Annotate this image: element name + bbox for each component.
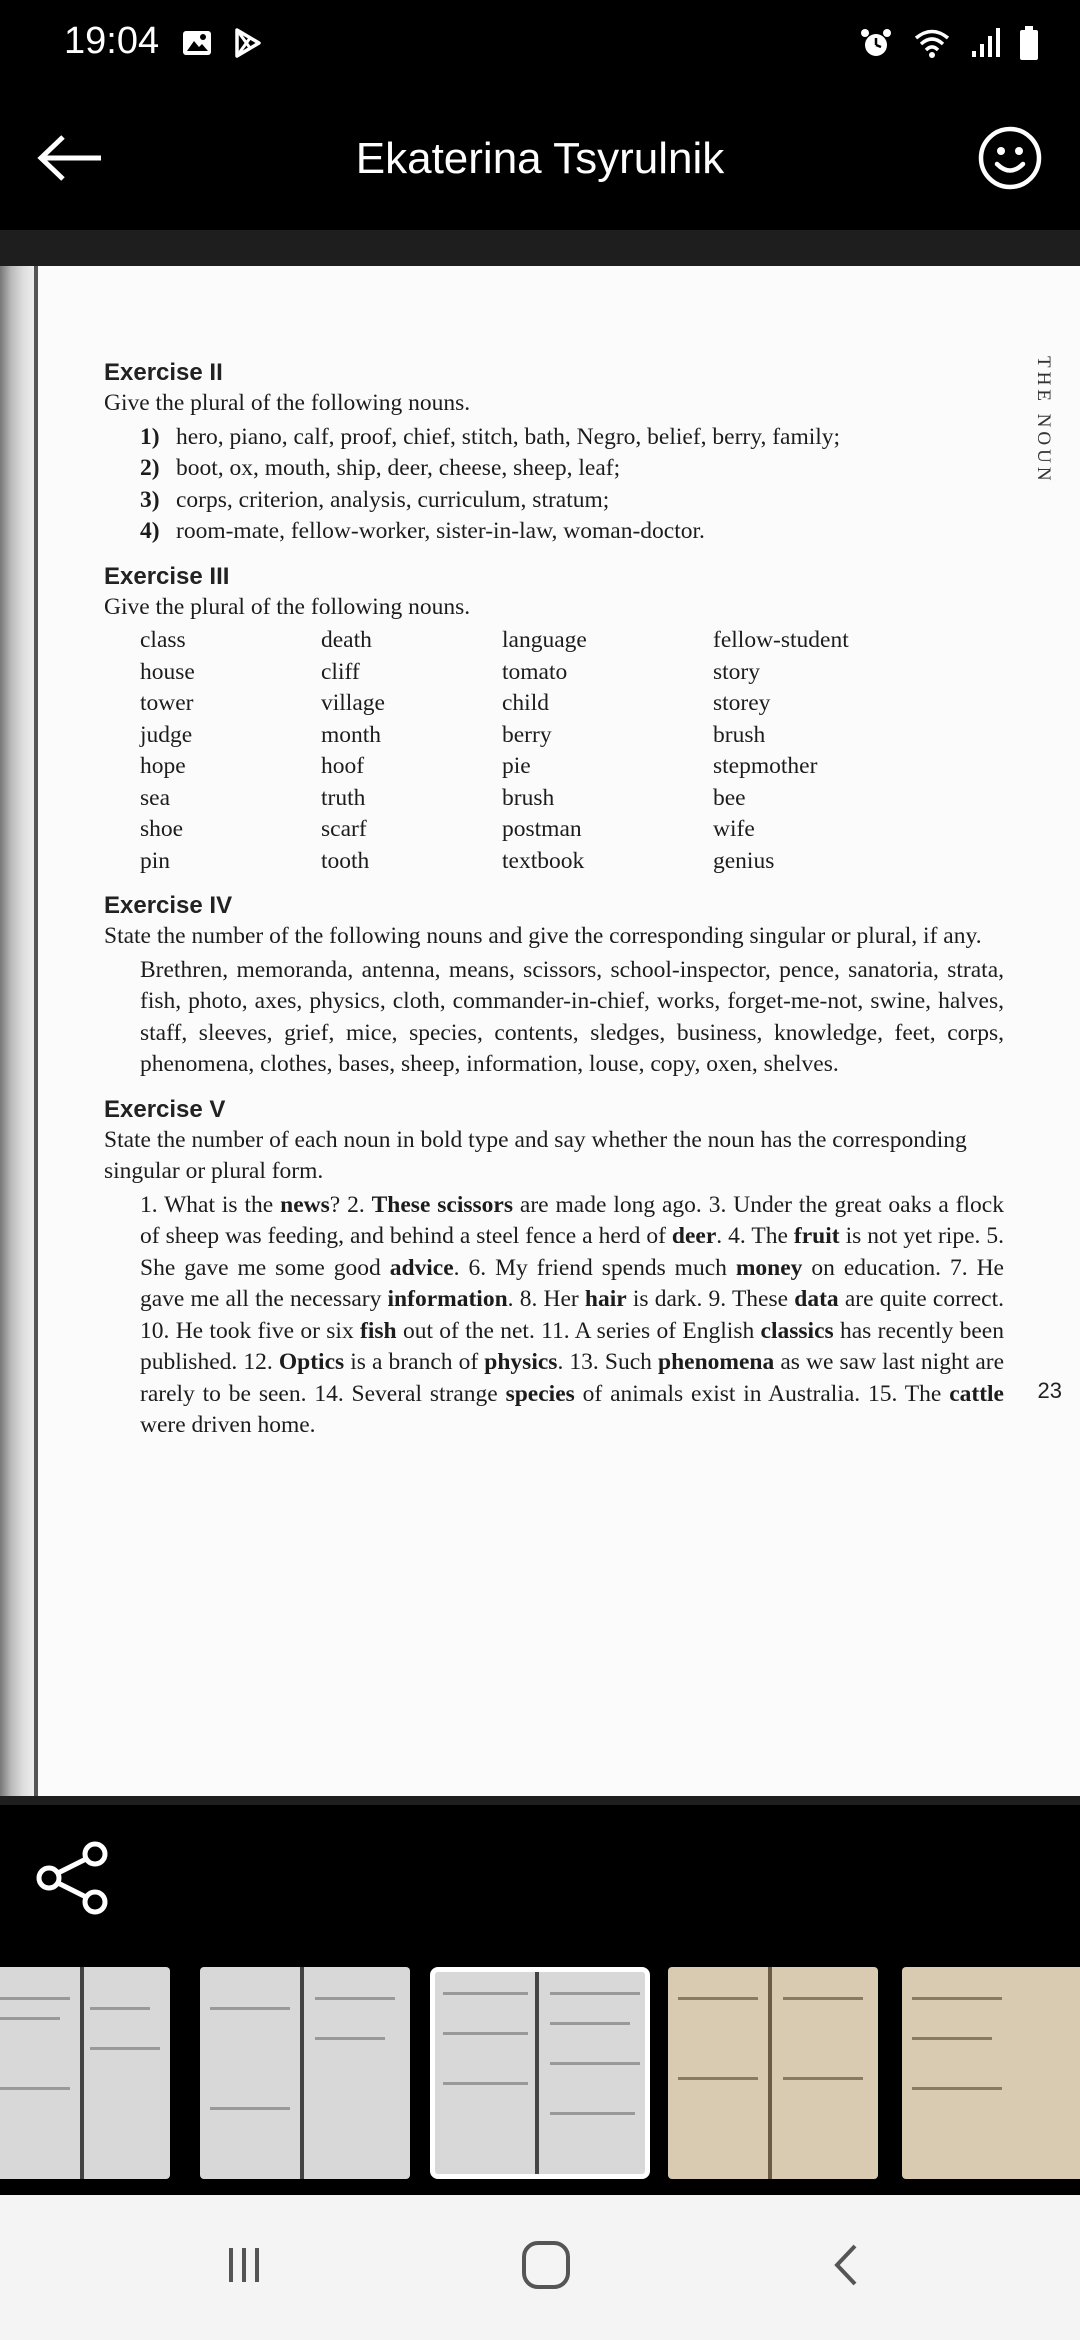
bold-noun: physics [484, 1349, 558, 1375]
word-cell: textbook [502, 847, 585, 874]
text-segment: are made long ago. 3. Under the great oaks a flock of sheep was feeding, and behind a steel fence a herd of [140, 1191, 1004, 1249]
share-button[interactable] [28, 1835, 118, 1925]
exercise-3-word-grid [104, 625, 1004, 877]
book-page [0, 266, 1080, 1796]
word-cell: storey [713, 690, 771, 716]
text-segment: out of the net. 11. A series of English [396, 1317, 761, 1344]
word-cell: brush [713, 721, 766, 748]
bold-noun: hair [584, 1286, 627, 1312]
back-icon [823, 2240, 873, 2295]
thumbnail[interactable] [200, 1967, 410, 2179]
word-cell: month [321, 721, 382, 748]
bold-noun: classics [760, 1317, 834, 1344]
list-item: 2) boot, ox, mouth, ship, deer, cheese, sheep, leaf; [140, 455, 621, 481]
status-icons-left [180, 26, 264, 65]
word-cell: death [321, 627, 372, 653]
bold-noun: advice [389, 1254, 454, 1281]
exercise-5-title: Exercise V [104, 1095, 226, 1123]
home-button[interactable] [506, 2231, 586, 2303]
bold-noun: phenomena [658, 1349, 775, 1375]
text-segment: ? 2. [329, 1191, 372, 1218]
text-segment: has recently been published. 12. [140, 1317, 1004, 1375]
alarm-icon [858, 25, 894, 66]
word-cell: postman [502, 816, 582, 842]
word-cell: fellow-student [713, 627, 849, 653]
text-segment: as we saw last night are rarely to be seen. 14. Several strange [140, 1349, 1005, 1407]
exercise-5-instruction: State the number of each noun in bold type and say whether the noun has the corresponding singular or plural form. [104, 1126, 967, 1184]
image-viewer[interactable] [0, 230, 1080, 1805]
status-time: 19:04 [64, 20, 160, 62]
exercise-4-instruction: State the number of the following nouns and give the corresponding singular or plural, if any. [104, 923, 982, 949]
exercise-2-list [104, 422, 1004, 548]
bold-noun: data [794, 1286, 839, 1312]
gallery-icon [180, 26, 214, 65]
reaction-button[interactable] [970, 120, 1050, 200]
word-cell: pin [140, 847, 171, 874]
word-cell: class [140, 627, 186, 653]
list-item: 3) corps, criterion, analysis, curriculum, stratum; [140, 486, 610, 513]
text-segment: are quite correct. 10. He took five or six [140, 1286, 1004, 1344]
page-gutter [0, 266, 38, 1796]
bold-noun: deer [671, 1223, 717, 1249]
bold-noun: These scissors [371, 1191, 514, 1218]
word-cell: hoof [321, 753, 365, 779]
word-cell: hope [140, 753, 186, 779]
thumbnail-strip[interactable] [0, 1965, 1080, 2195]
word-cell: shoe [140, 816, 184, 842]
home-icon [519, 2238, 573, 2297]
word-cell: wife [713, 816, 755, 842]
word-cell: berry [502, 721, 552, 748]
bold-noun: species [505, 1380, 575, 1407]
text-segment: . 6. My friend spends much [453, 1254, 736, 1281]
recent-apps-icon [219, 2240, 269, 2295]
bold-noun: cattle [949, 1380, 1004, 1407]
page-text [104, 358, 1004, 1442]
word-cell: scarf [321, 816, 367, 842]
list-item: 4) room-mate, fellow-worker, sister-in-law, woman-doctor. [140, 518, 705, 544]
text-segment: is not yet ripe. 5. She gave me some good [140, 1223, 1004, 1281]
back-nav-button[interactable] [808, 2231, 888, 2303]
bold-noun: news [280, 1191, 330, 1218]
exercise-2-title: Exercise II [104, 359, 223, 386]
word-cell: genius [713, 847, 775, 874]
chapter-side-label: THE NOUN [1033, 356, 1054, 485]
bold-noun: Optics [278, 1349, 345, 1375]
thumbnail[interactable] [902, 1967, 1080, 2179]
status-icons-right [858, 24, 1040, 67]
system-nav-bar [0, 2195, 1080, 2340]
signal-icon [970, 25, 1000, 66]
word-cell: story [713, 658, 760, 685]
list-item: 1) hero, piano, calf, proof, chief, stitch, bath, Negro, belief, berry, family; [140, 423, 841, 450]
exercise-5-text [104, 1190, 1004, 1442]
text-segment: 1. What is the [140, 1191, 281, 1218]
exercise-2-instruction: Give the plural of the following nouns. [104, 390, 471, 416]
word-cell: judge [140, 721, 193, 748]
recent-apps-button[interactable] [204, 2231, 284, 2303]
thumbnail[interactable] [668, 1967, 878, 2179]
share-icon [33, 1838, 113, 1923]
bold-noun: fruit [793, 1223, 840, 1249]
word-cell: village [321, 690, 385, 716]
bold-noun: information [387, 1286, 508, 1312]
word-cell: brush [502, 784, 555, 811]
contact-title: Ekaterina Tsyrulnik [355, 134, 725, 183]
text-segment: of animals exist in Australia. 15. The [574, 1380, 950, 1407]
text-segment: is dark. 9. These [626, 1286, 795, 1312]
text-segment: is a branch of [344, 1349, 485, 1375]
page-spine [34, 266, 38, 1796]
text-segment: . 8. Her [507, 1286, 585, 1312]
text-segment: on education. 7. He gave me all the necessary [140, 1254, 1004, 1312]
word-cell: child [502, 690, 549, 716]
word-cell: tomato [502, 658, 568, 685]
thumbnail-selected[interactable] [430, 1967, 650, 2179]
share-bar [0, 1805, 1080, 1965]
word-cell: language [502, 627, 587, 653]
exercise-4-text: Brethren, memoranda, antenna, means, scissors, school-inspector, pence, sanatoria, strata, fish, photo, axes, physics, cloth, commander-in-chief, works, forget-me-not, swine, halves, staff, sleeves, grief, mice, species, contents, sledges, business, knowledge, feet, corps, phenomena, clothes, bases, sheep, information, louse, copy, oxen, shelves. [140, 956, 1004, 1077]
exercise-3-title: Exercise III [104, 562, 230, 590]
word-cell: tower [140, 690, 194, 716]
word-cell: bee [713, 784, 746, 811]
word-cell: tooth [321, 847, 370, 874]
text-segment: . 13. Such [557, 1349, 659, 1375]
text-segment: were driven home. [140, 1412, 316, 1438]
arrow-left-icon [35, 133, 105, 188]
thumbnail[interactable] [0, 1967, 170, 2179]
word-cell: truth [321, 784, 366, 811]
status-bar [0, 0, 1080, 90]
wifi-icon [912, 25, 952, 66]
word-cell: cliff [321, 658, 360, 685]
page-number: 23 [1037, 1378, 1062, 1403]
exercise-4-title: Exercise IV [104, 892, 233, 919]
word-cell: pie [502, 753, 531, 779]
top-toolbar [0, 90, 1080, 230]
back-button[interactable] [30, 120, 110, 200]
bold-noun: fish [360, 1317, 397, 1344]
word-cell: stepmother [713, 753, 818, 779]
word-cell: house [140, 658, 195, 685]
bold-noun: money [735, 1254, 803, 1281]
smiley-icon [977, 125, 1043, 196]
word-cell: sea [140, 784, 171, 811]
battery-icon [1018, 24, 1040, 67]
play-store-icon [230, 26, 264, 65]
text-segment: . 4. The [716, 1223, 794, 1249]
exercise-3-instruction: Give the plural of the following nouns. [104, 593, 471, 620]
